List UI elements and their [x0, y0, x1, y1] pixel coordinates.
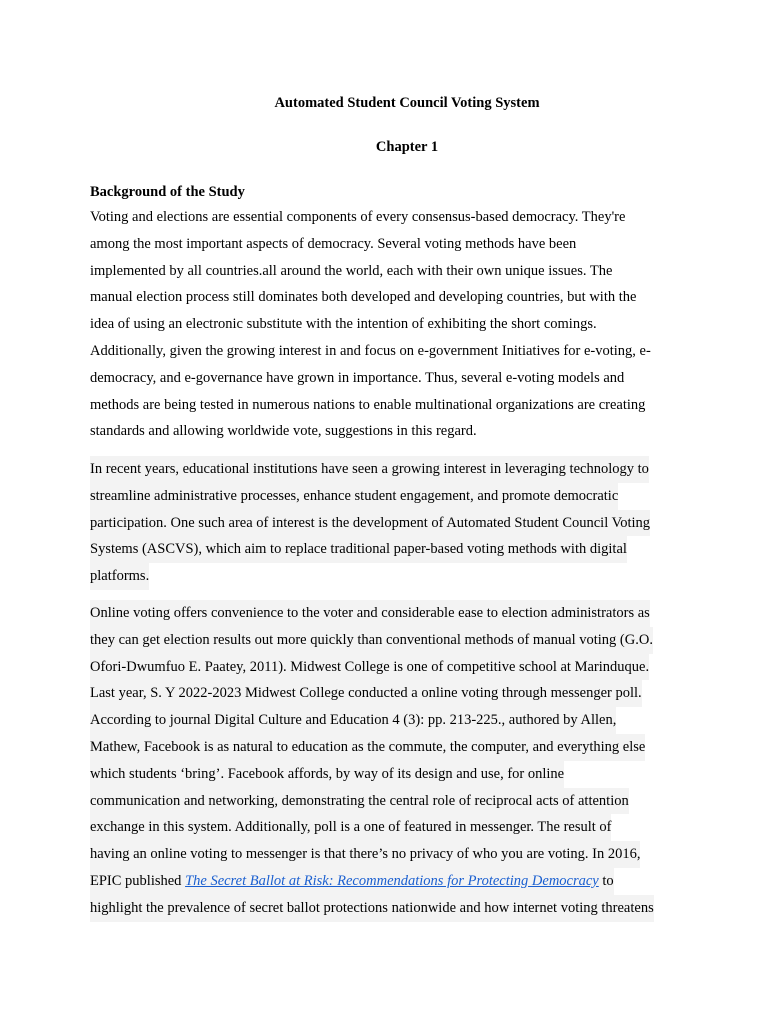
- paragraph-line: Additionally, given the growing interest in and focus on e-government Initiatives for e-voting, e-: [90, 342, 651, 359]
- section-heading: Background of the Study: [90, 184, 245, 200]
- paragraph-line: participation. One such area of interest is the development of Automated Student Council Voting: [90, 510, 650, 537]
- paragraph-line: they can get election results out more quickly than conventional methods of manual voting (G.O.: [90, 627, 653, 654]
- paragraph-online-voting: [90, 600, 688, 922]
- paragraph-line: among the most important aspects of democracy. Several voting methods have been: [90, 235, 577, 252]
- paragraph-line: Voting and elections are essential components of every consensus-based democracy. They're: [90, 209, 626, 225]
- paragraph-background: [90, 204, 688, 445]
- paragraph-line: Mathew, Facebook is as natural to education as the commute, the computer, and everything else: [90, 734, 645, 761]
- paragraph-line: manual election process still dominates both developed and developing countries, but with the: [90, 289, 637, 306]
- paragraph-line: exchange in this system. Additionally, poll is a one of featured in messenger. The result of: [90, 814, 611, 841]
- paragraph-line: Last year, S. Y 2022-2023 Midwest College conducted a online voting through messenger poll.: [90, 680, 642, 707]
- paragraph-line-with-link: [90, 868, 614, 895]
- paragraph-line: Ofori-Dwumfuo E. Paatey, 2011). Midwest College is one of competitive school at Marinduque.: [90, 654, 649, 681]
- paragraph-line: According to journal Digital Culture and Education 4 (3): pp. 213-225., authored by Allen,: [90, 707, 616, 734]
- paragraph-line: having an online voting to messenger is that there’s no privacy of who you are voting. In 2016,: [90, 841, 640, 868]
- paragraph-line: Systems (ASCVS), which aim to replace traditional paper-based voting methods with digital: [90, 536, 627, 563]
- paragraph-line: platforms.: [90, 563, 149, 590]
- epic-report-link[interactable]: The Secret Ballot at Risk: Recommendations for Protecting Democracy: [185, 872, 599, 889]
- paragraph-line: Online voting offers convenience to the voter and considerable ease to election administrators as: [90, 600, 650, 627]
- link-prefix-text: EPIC published: [90, 872, 186, 889]
- document-title: Automated Student Council Voting System: [274, 95, 540, 111]
- paragraph-line: standards and allowing worldwide vote, suggestions in this regard.: [90, 423, 477, 440]
- paragraph-line: streamline administrative processes, enhance student engagement, and promote democratic: [90, 483, 618, 510]
- paragraph-line: methods are being tested in numerous nations to enable multinational organizations are creating: [90, 396, 646, 413]
- paragraph-line: implemented by all countries.all around the world, each with their own unique issues. The: [90, 262, 613, 279]
- paragraph-recent-years: [90, 456, 688, 590]
- paragraph-line: highlight the prevalence of secret ballot protections nationwide and how internet voting threatens: [90, 895, 654, 922]
- paragraph-line: democracy, and e-governance have grown in importance. Thus, several e-voting models and: [90, 369, 625, 386]
- chapter-heading: Chapter 1: [375, 139, 439, 155]
- link-suffix-text: to: [598, 872, 614, 889]
- paragraph-line: In recent years, educational institutions have seen a growing interest in leveraging technology to: [90, 456, 649, 483]
- paragraph-line: communication and networking, demonstrating the central role of reciprocal acts of attention: [90, 788, 629, 815]
- paragraph-line: idea of using an electronic substitute with the intention of exhibiting the short comings.: [90, 316, 597, 333]
- paragraph-line: which students ‘bring’. Facebook affords, by way of its design and use, for online: [90, 761, 564, 788]
